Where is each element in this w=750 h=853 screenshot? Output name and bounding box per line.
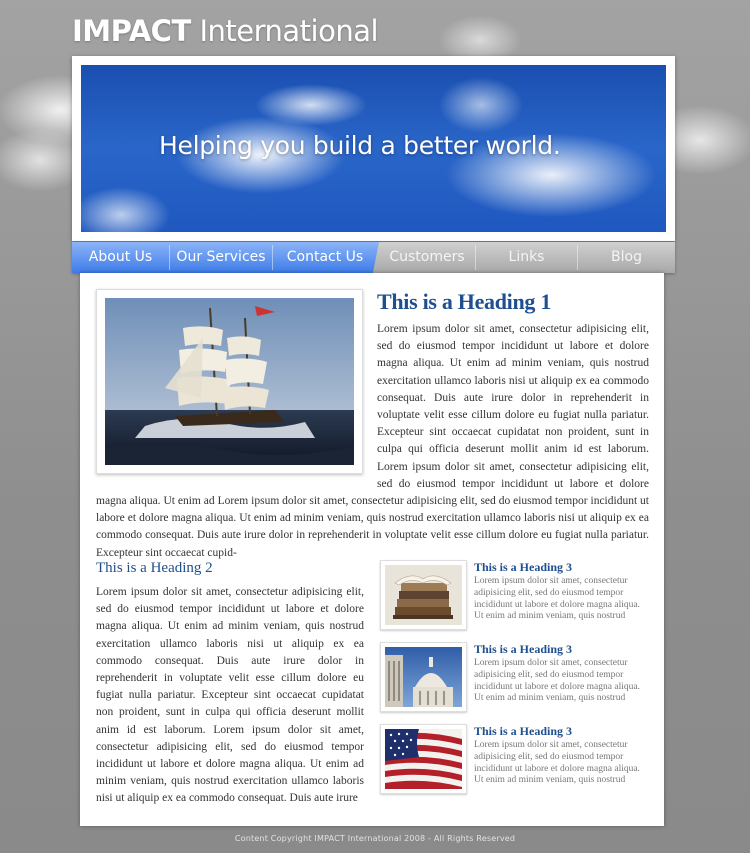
books-thumbnail [380,560,467,630]
feature-card [380,560,650,633]
logo-rest-text: International [190,14,379,48]
left-column [96,559,364,808]
nav-item-contact-us[interactable]: Contact Us [286,249,364,265]
card-text: Lorem ipsum dolor sit amet, consectetur adipisicing elit, sed do eiusmod tempor incididunt ut labore et dolore magna aliqua. Ut enim ad minim veniam, quis nostrud [474,576,640,622]
content-panel [80,273,664,826]
feature-card [380,642,650,715]
card-heading: This is a Heading 3 [474,724,573,738]
card-heading: This is a Heading 3 [474,642,573,656]
american-flag-image [385,729,462,789]
footer-copyright: Content Copyright IMPACT International 2008 - All Rights Reserved [234,834,516,843]
card-body [474,724,646,788]
flag-thumbnail [380,724,467,794]
feature-card [380,724,650,797]
right-column [380,560,650,806]
heading-1: This is a Heading 1 [377,289,552,314]
hero-tagline: Helping you build a better world. [159,131,561,160]
tall-ship-image [105,298,354,465]
card-text: Lorem ipsum dolor sit amet, consectetur adipisicing elit, sed do eiusmod tempor incididunt ut labore et dolore magna aliqua. Ut enim ad minim veniam, quis nostrud [474,658,640,704]
nav-item-customers[interactable]: Customers [389,249,465,265]
hero-banner-frame [72,56,675,241]
heading-2: This is a Heading 2 [96,560,213,576]
nav-item-blog[interactable]: Blog [611,249,642,265]
main-nav [72,242,675,273]
intro-section [96,289,649,562]
capitol-building-image [385,647,462,707]
card-heading: This is a Heading 3 [474,560,573,574]
site-logo[interactable] [72,14,379,48]
nav-item-our-services[interactable]: Our Services [176,249,266,265]
nav-item-about-us[interactable]: About Us [88,249,153,265]
intro-paragraph: Lorem ipsum dolor sit amet, consectetur adipisicing elit, sed do eiusmod tempor incididunt ut labore et dolore magna aliqua. Ut enim ad minim veniam, quis nostrud exercitation ullamco laboris nisi ut aliquip ex ea commodo consequat. Duis aute irure dolor in reprehenderit in voluptate velit esse cillum dolore eu fugiat nulla pariatur. Excepteur sint occaecat cupidatat non proident, sunt in culpa qui officia deserunt mollit anim id est laborum. Lorem ipsum dolor sit amet, consectetur adipisicing elit, sed do eiusmod tempor incididunt ut labore et dolore magna aliqua. Ut enim ad Lorem ipsum dolor sit amet, consectetur adipisicing elit, sed do eiusmod tempor incididunt ut labore et dolore magna aliqua. Ut enim ad minim veniam, quis nostrud exercitation ullamco laboris nisi ut aliquip ex ea commodo consequat. Duis aute irure dolor in reprehenderit in voluptate velit esse cillum dolore eu fugiat nulla pariatur. Excepteur sint occaecat cupid- [96,323,649,559]
ship-photo [96,289,363,474]
nav-item-links[interactable]: Links [508,249,545,265]
books-image [385,565,462,625]
card-body [474,642,646,706]
hero-banner-sky-image [81,65,666,232]
logo-bold-text: IMPACT [72,14,191,48]
card-text: Lorem ipsum dolor sit amet, consectetur adipisicing elit, sed do eiusmod tempor incididunt ut labore et dolore magna aliqua. Ut enim ad minim veniam, quis nostrud [474,740,640,786]
card-body [474,560,646,624]
capitol-thumbnail [380,642,467,712]
left-paragraph: Lorem ipsum dolor sit amet, consectetur adipisicing elit, sed do eiusmod tempor incididunt ut labore et dolore magna aliqua. Ut enim ad minim veniam, quis nostrud exercitation ullamco laboris nisi ut aliquip ex ea commodo consequat. Duis aute irure dolor in reprehenderit in voluptate velit esse cillum dolore eu fugiat nulla pariatur. Excepteur sint occaecat cupidatat non proident, sunt in culpa qui officia deserunt mollit anim id est laborum. Lorem ipsum dolor sit amet, consectetur adipisicing elit, sed do eiusmod tempor incididunt ut labore et dolore magna aliqua. Ut enim ad minim veniam, quis nostrud exercitation ullamco laboris nisi ut aliquip ex ea commodo consequat. Duis aute irure [96,586,364,805]
